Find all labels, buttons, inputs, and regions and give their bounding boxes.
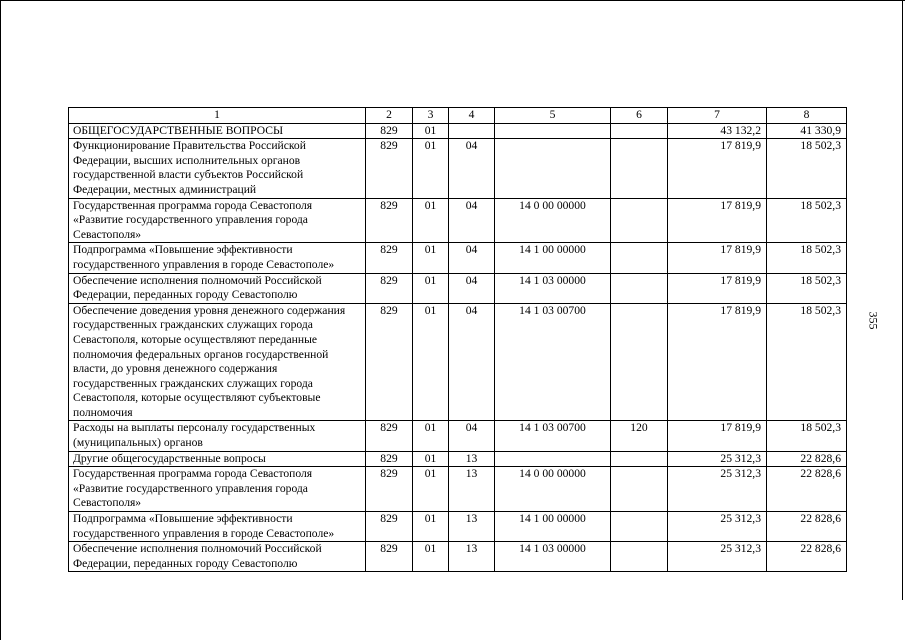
expense-type-cell bbox=[611, 542, 668, 572]
expense-type-cell bbox=[611, 512, 668, 542]
table-row bbox=[69, 542, 847, 572]
subsection-code-cell: 04 bbox=[449, 273, 495, 303]
header-cell: 8 bbox=[767, 108, 847, 124]
header-cell: 1 bbox=[69, 108, 366, 124]
row-name-cell: Обеспечение исполнения полномочий Российской Федерации, переданных городу Севастополю bbox=[69, 542, 366, 572]
subsection-code-cell: 04 bbox=[449, 303, 495, 421]
table-row bbox=[69, 303, 847, 421]
expense-type-cell bbox=[611, 123, 668, 139]
section-code-cell: 01 bbox=[413, 139, 449, 198]
row-name-cell: Функционирование Правительства Российской Федерации, высших исполнительных органов государственной власти субъектов Российской Федерации, местных администраций bbox=[69, 139, 366, 198]
amount-year2-cell: 18 502,3 bbox=[767, 198, 847, 243]
header-cell: 4 bbox=[449, 108, 495, 124]
ministry-code-cell: 829 bbox=[366, 198, 413, 243]
amount-year1-cell: 43 132,2 bbox=[668, 123, 767, 139]
table-row bbox=[69, 451, 847, 467]
header-cell: 7 bbox=[668, 108, 767, 124]
header-cell: 6 bbox=[611, 108, 668, 124]
subsection-code-cell: 13 bbox=[449, 512, 495, 542]
target-article-cell: 14 0 00 00000 bbox=[495, 467, 611, 512]
target-article-cell: 14 1 00 00000 bbox=[495, 512, 611, 542]
row-name-cell: Подпрограмма «Повышение эффективности государственного управления в городе Севастополе» bbox=[69, 512, 366, 542]
table-row bbox=[69, 421, 847, 451]
table-body bbox=[69, 123, 847, 572]
subsection-code-cell: 04 bbox=[449, 243, 495, 273]
table-row bbox=[69, 467, 847, 512]
target-article-cell bbox=[495, 139, 611, 198]
ministry-code-cell: 829 bbox=[366, 451, 413, 467]
amount-year1-cell: 17 819,9 bbox=[668, 273, 767, 303]
table-row bbox=[69, 273, 847, 303]
scan-border-top bbox=[0, 0, 905, 1]
expense-type-cell bbox=[611, 273, 668, 303]
ministry-code-cell: 829 bbox=[366, 123, 413, 139]
expense-type-cell bbox=[611, 451, 668, 467]
expense-type-cell: 120 bbox=[611, 421, 668, 451]
amount-year1-cell: 25 312,3 bbox=[668, 542, 767, 572]
table-row bbox=[69, 512, 847, 542]
row-name-cell: Обеспечение исполнения полномочий Российской Федерации, переданных городу Севастополю bbox=[69, 273, 366, 303]
subsection-code-cell: 13 bbox=[449, 542, 495, 572]
target-article-cell bbox=[495, 123, 611, 139]
row-name-cell: Расходы на выплаты персоналу государственных (муниципальных) органов bbox=[69, 421, 366, 451]
ministry-code-cell: 829 bbox=[366, 139, 413, 198]
amount-year1-cell: 17 819,9 bbox=[668, 421, 767, 451]
expense-type-cell bbox=[611, 243, 668, 273]
amount-year1-cell: 17 819,9 bbox=[668, 303, 767, 421]
target-article-cell: 14 1 03 00700 bbox=[495, 421, 611, 451]
row-name-cell: ОБЩЕГОСУДАРСТВЕННЫЕ ВОПРОСЫ bbox=[69, 123, 366, 139]
header-cell: 3 bbox=[413, 108, 449, 124]
section-code-cell: 01 bbox=[413, 123, 449, 139]
row-name-cell: Государственная программа города Севастополя «Развитие государственного управления города Севастополя» bbox=[69, 198, 366, 243]
amount-year2-cell: 18 502,3 bbox=[767, 303, 847, 421]
target-article-cell: 14 1 00 00000 bbox=[495, 243, 611, 273]
amount-year1-cell: 17 819,9 bbox=[668, 198, 767, 243]
target-article-cell: 14 0 00 00000 bbox=[495, 198, 611, 243]
amount-year1-cell: 17 819,9 bbox=[668, 243, 767, 273]
amount-year2-cell: 22 828,6 bbox=[767, 542, 847, 572]
ministry-code-cell: 829 bbox=[366, 273, 413, 303]
expense-type-cell bbox=[611, 198, 668, 243]
row-name-cell: Государственная программа города Севастополя «Развитие государственного управления города Севастополя» bbox=[69, 467, 366, 512]
scan-border-left bbox=[0, 0, 1, 640]
ministry-code-cell: 829 bbox=[366, 243, 413, 273]
ministry-code-cell: 829 bbox=[366, 467, 413, 512]
row-name-cell: Обеспечение доведения уровня денежного содержания государственных гражданских служащих города Севастополя, которые осуществляют переданные полномочия федеральных органов государственной власти, до уровня денежного содержания государственных гражданских служащих города Севастополя, которые осуществляют субъектовые полномочия bbox=[69, 303, 366, 421]
expense-type-cell bbox=[611, 467, 668, 512]
amount-year1-cell: 17 819,9 bbox=[668, 139, 767, 198]
amount-year2-cell: 18 502,3 bbox=[767, 421, 847, 451]
subsection-code-cell: 13 bbox=[449, 467, 495, 512]
expense-type-cell bbox=[611, 139, 668, 198]
target-article-cell: 14 1 03 00000 bbox=[495, 273, 611, 303]
amount-year1-cell: 25 312,3 bbox=[668, 451, 767, 467]
subsection-code-cell bbox=[449, 123, 495, 139]
section-code-cell: 01 bbox=[413, 467, 449, 512]
amount-year2-cell: 18 502,3 bbox=[767, 139, 847, 198]
amount-year1-cell: 25 312,3 bbox=[668, 467, 767, 512]
ministry-code-cell: 829 bbox=[366, 303, 413, 421]
row-name-cell: Другие общегосударственные вопросы bbox=[69, 451, 366, 467]
subsection-code-cell: 04 bbox=[449, 139, 495, 198]
section-code-cell: 01 bbox=[413, 198, 449, 243]
budget-table bbox=[68, 107, 847, 572]
subsection-code-cell: 04 bbox=[449, 421, 495, 451]
expense-type-cell bbox=[611, 303, 668, 421]
section-code-cell: 01 bbox=[413, 512, 449, 542]
section-code-cell: 01 bbox=[413, 273, 449, 303]
section-code-cell: 01 bbox=[413, 243, 449, 273]
section-code-cell: 01 bbox=[413, 421, 449, 451]
row-name-cell: Подпрограмма «Повышение эффективности государственного управления в городе Севастополе» bbox=[69, 243, 366, 273]
subsection-code-cell: 04 bbox=[449, 198, 495, 243]
amount-year2-cell: 22 828,6 bbox=[767, 512, 847, 542]
amount-year1-cell: 25 312,3 bbox=[668, 512, 767, 542]
amount-year2-cell: 18 502,3 bbox=[767, 243, 847, 273]
table-row bbox=[69, 139, 847, 198]
header-row bbox=[69, 108, 847, 124]
header-cell: 5 bbox=[495, 108, 611, 124]
table-row bbox=[69, 123, 847, 139]
amount-year2-cell: 22 828,6 bbox=[767, 451, 847, 467]
section-code-cell: 01 bbox=[413, 451, 449, 467]
table-row bbox=[69, 198, 847, 243]
ministry-code-cell: 829 bbox=[366, 512, 413, 542]
section-code-cell: 01 bbox=[413, 542, 449, 572]
ministry-code-cell: 829 bbox=[366, 421, 413, 451]
target-article-cell bbox=[495, 451, 611, 467]
ministry-code-cell: 829 bbox=[366, 542, 413, 572]
amount-year2-cell: 18 502,3 bbox=[767, 273, 847, 303]
target-article-cell: 14 1 03 00700 bbox=[495, 303, 611, 421]
amount-year2-cell: 41 330,9 bbox=[767, 123, 847, 139]
table-row bbox=[69, 243, 847, 273]
target-article-cell: 14 1 03 00000 bbox=[495, 542, 611, 572]
section-code-cell: 01 bbox=[413, 303, 449, 421]
subsection-code-cell: 13 bbox=[449, 451, 495, 467]
page-number: 355 bbox=[866, 311, 881, 330]
scan-border-right bbox=[902, 0, 903, 600]
header-cell: 2 bbox=[366, 108, 413, 124]
amount-year2-cell: 22 828,6 bbox=[767, 467, 847, 512]
